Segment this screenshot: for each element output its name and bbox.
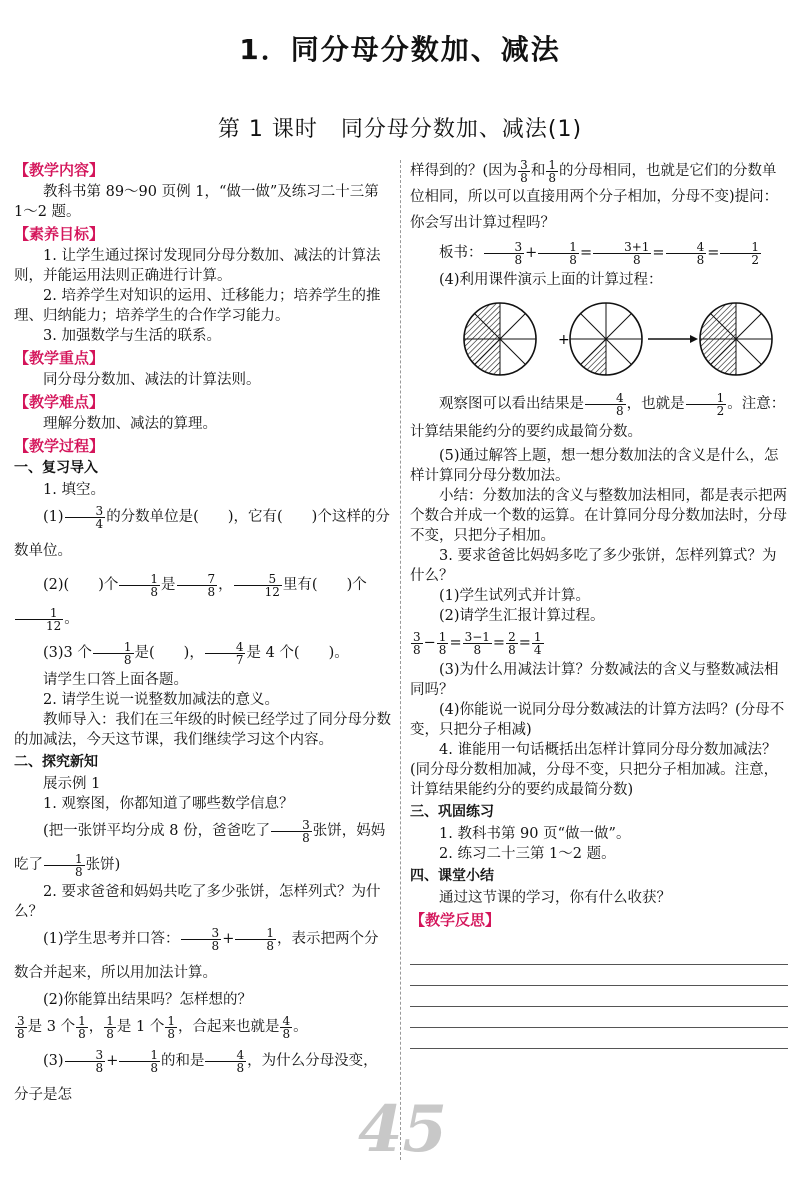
section-heading: 【教学内容】 [14, 161, 105, 179]
numerator: 3 [17, 1013, 25, 1028]
numerator: 1 [119, 1049, 160, 1062]
denominator: 8 [236, 1060, 245, 1075]
paragraph: 请学生口答上面各题。 [43, 672, 188, 688]
denominator: 8 [413, 642, 421, 657]
subsection-heading: 二、探究新知 [14, 754, 98, 770]
paragraph: (2)请学生汇报计算过程。 [439, 608, 605, 624]
writing-line [410, 1007, 788, 1028]
fraction [234, 573, 282, 598]
writing-line [410, 944, 788, 965]
fraction [119, 573, 160, 598]
denominator: 8 [95, 1060, 104, 1075]
denominator: 8 [150, 1060, 158, 1075]
denominator: 4 [95, 516, 104, 531]
denominator: 12 [264, 584, 280, 599]
fraction [119, 1049, 160, 1074]
numerator: 1 [538, 241, 579, 254]
fraction [235, 927, 276, 952]
numerator: 3 [271, 819, 312, 832]
right-column [410, 158, 788, 1049]
question-2: (2)( )个 $\frac{1}{8}$ 是 $\frac{7}{8}$ ， $\frac{5}{12}$ 里有( )个 $\frac{1}{12}$ 。 [14, 568, 392, 636]
pie-three-eighths [464, 303, 536, 375]
numerator: 7 [177, 573, 218, 586]
denominator: 8 [616, 403, 624, 418]
denominator: 4 [533, 642, 542, 657]
paragraph: 1. 让学生通过探讨发现同分母分数加、减法的计算法则，并能运用法则正确进行计算。 [14, 248, 381, 284]
denominator: 2 [751, 252, 760, 267]
pie-four-eighths [700, 303, 772, 375]
denominator: 8 [520, 170, 528, 185]
paragraph: $\frac{3}{8}$ 是 3 个 $\frac{1}{8}$ ， $\frac{1}{8}$ 是 1 个 $\frac{1}{8}$ ，合起来也就是 $\frac{4}{8}$ 。 [17, 1013, 308, 1041]
section-heading: 【教学重点】 [14, 349, 105, 367]
fraction [532, 631, 544, 656]
numerator: 1 [167, 1013, 175, 1028]
numerator: 3 [413, 629, 421, 644]
reflection-lines [410, 944, 788, 1049]
paragraph: 理解分数加、减法的算理。 [43, 416, 217, 432]
fraction [15, 1015, 27, 1040]
numerator: 2 [508, 629, 516, 644]
writing-line [410, 986, 788, 1007]
fraction [271, 819, 312, 844]
paragraph: 1. 填空。 [43, 482, 105, 498]
fraction [484, 241, 525, 266]
fraction [93, 641, 134, 666]
numerator: 1 [78, 1013, 86, 1028]
paragraph: 2. 练习二十三第 1～2 题。 [439, 846, 616, 862]
denominator: 12 [46, 618, 62, 633]
lesson-subtitle: 第 1 课时 同分母分数加、减法(1) [217, 117, 583, 142]
numerator: 1 [686, 392, 727, 405]
fraction [463, 631, 492, 656]
numerator: 3 [65, 1049, 106, 1062]
numerator: 1 [93, 641, 134, 654]
subsection-heading: 四、课堂小结 [410, 868, 494, 884]
paragraph: 观察图可以看出结果是 $\frac{4}{8}$ ，也就是 $\frac{1}{2}$ 。注意：计算结果能约分的要约成最简分数。 [410, 390, 786, 440]
numerator: 4 [205, 1049, 246, 1062]
denominator: 8 [266, 938, 274, 953]
fraction [666, 241, 707, 266]
numerator: 1 [533, 629, 542, 644]
fraction [538, 241, 579, 266]
fraction [177, 573, 218, 598]
fraction [181, 927, 222, 952]
denominator: 8 [302, 830, 310, 845]
paragraph: 1. 观察图，你都知道了哪些数学信息？ [43, 796, 294, 812]
pie-one-eighth [570, 303, 642, 375]
denominator: 2 [716, 403, 725, 418]
fraction [585, 392, 626, 417]
denominator: 8 [696, 252, 705, 267]
denominator: 8 [207, 584, 216, 599]
plus-sign: + [558, 332, 570, 348]
denominator: 8 [282, 1026, 291, 1041]
denominator: 8 [211, 938, 220, 953]
paragraph: (把一张饼平均分成 8 份，爸爸吃了 $\frac{3}{8}$ 张饼，妈妈吃了 $\frac{1}{8}$ 张饼) [14, 817, 386, 879]
fraction [165, 1015, 177, 1040]
numerator: 4 [205, 641, 246, 654]
denominator: 8 [514, 252, 523, 267]
question-3: (3)3 个 $\frac{1}{8}$ 是( )， $\frac{4}{7}$ 是 4 个( )。 [43, 639, 349, 667]
denominator: 8 [75, 864, 83, 879]
paragraph: (5)通过解答上题，想一想分数加法的含义是什么，怎样计算同分母分数加法。 [410, 448, 779, 484]
denominator: 8 [632, 252, 641, 267]
paragraph: 1. 教科书第 90 页“做一做”。 [439, 826, 631, 842]
paragraph: 教师导入：我们在三年级的时候已经学过了同分母分数的加减法，今天这节课，我们继续学习这个内容。 [14, 712, 391, 748]
paragraph: (2)你能算出结果吗？怎样想的？ [43, 992, 253, 1008]
numerator: 1 [438, 629, 447, 644]
fraction [686, 392, 727, 417]
fraction [205, 1049, 246, 1074]
denominator: 8 [78, 1026, 86, 1041]
denominator: 8 [508, 642, 516, 657]
numerator: 1 [548, 157, 556, 172]
paragraph: (1)学生思考并口答： $\frac{3}{8}$ + $\frac{1}{8}$ ，表示把两个分数合并起来，所以用加法计算。 [14, 925, 379, 981]
fraction [65, 1049, 106, 1074]
pie-diagram [410, 294, 788, 384]
paragraph: 3. 加强数学与生活的联系。 [43, 328, 221, 344]
subtraction-equation: $\frac{3}{8}$ − $\frac{1}{8}$ = $\frac{3-1}{8}$ = $\frac{2}{8}$ = $\frac{1}{4}$ [413, 629, 542, 657]
numerator: 1 [119, 573, 160, 586]
paragraph: 样得到的？(因为 $\frac{3}{8}$ 和 $\frac{1}{8}$ 的分母相同，也就是它们的分数单位相同，所以可以直接用两个分子相加，分母不变)提问：你会写出计算过程吗？ [410, 157, 779, 231]
denominator: 8 [106, 1026, 114, 1041]
fraction [104, 1015, 116, 1040]
paragraph: 2. 请学生说一说整数加减法的意义。 [43, 692, 279, 708]
page-number: 45 [358, 1092, 448, 1167]
numerator: 1 [235, 927, 276, 940]
denominator: 8 [167, 1026, 175, 1041]
section-heading: 【素养目标】 [14, 225, 105, 243]
fraction [15, 607, 63, 632]
denominator: 8 [569, 252, 577, 267]
question-1: (1) $\frac{3}{4}$ 的分数单位是( )，它有( )个这样的分数单位。 [14, 503, 390, 559]
numerator: 4 [282, 1013, 291, 1028]
fraction [65, 505, 106, 530]
fraction [506, 631, 518, 656]
left-column [14, 158, 392, 1112]
paragraph: 小结：分数加法的含义与整数加法相同，都是表示把两个数合并成一个数的运算。在计算同分母分数加法时，分母不变，只把分子相加。 [410, 488, 787, 544]
column-divider [400, 160, 402, 1160]
section-heading: 【教学过程】 [14, 437, 105, 455]
board-equation: 板书： $\frac{3}{8}$ + $\frac{1}{8}$ = $\frac{3+1}{8}$ = $\frac{4}{8}$ = $\frac{1}{2}$ [439, 239, 760, 267]
denominator: 8 [473, 642, 482, 657]
denominator: 8 [548, 170, 556, 185]
denominator: 7 [235, 652, 244, 667]
paragraph: 通过这节课的学习，你有什么收获？ [439, 890, 671, 906]
writing-line [410, 965, 788, 986]
paragraph: 2. 培养学生对知识的运用、迁移能力；培养学生的推理、归纳能力；培养学生的合作学习能力。 [14, 288, 381, 324]
fraction [437, 631, 449, 656]
paragraph: 3. 要求爸爸比妈妈多吃了多少张饼，怎样列算式？为什么？ [410, 548, 777, 584]
numerator: 1 [106, 1013, 114, 1028]
fraction [44, 853, 85, 878]
subsection-heading: 三、巩固练习 [410, 804, 494, 820]
numerator: 1 [15, 607, 63, 620]
numerator: 1 [720, 241, 761, 254]
denominator: 8 [17, 1026, 25, 1041]
section-heading: 【教学反思】 [410, 911, 501, 929]
paragraph: 4. 谁能用一句话概括出怎样计算同分母分数加减法？(同分母分数相加减，分母不变，只把分子相加减。注意，计算结果能约分的要约成最简分数) [410, 742, 779, 798]
writing-line [410, 1028, 788, 1049]
fraction [720, 241, 761, 266]
paragraph: (3)为什么用减法计算？分数减法的含义与整数减法相同吗？ [410, 662, 779, 698]
pie-illustration [410, 294, 788, 384]
section-heading: 【教学难点】 [14, 393, 105, 411]
fraction [205, 641, 246, 666]
paragraph: 同分母分数加、减法的计算法则。 [43, 372, 261, 388]
paragraph: (4)你能说一说同分母分数减法的计算方法吗？(分母不变，只把分子相减) [410, 702, 785, 738]
fraction [76, 1015, 88, 1040]
numerator: 3 [181, 927, 222, 940]
paragraph: (3) $\frac{3}{8}$ + $\frac{1}{8}$ 的和是 $\frac{4}{8}$ ，为什么分母没变，分子是怎 [14, 1047, 378, 1103]
paragraph: 2. 要求爸爸和妈妈共吃了多少张饼，怎样列式？为什么？ [14, 884, 381, 920]
fraction [411, 631, 423, 656]
numerator: 4 [585, 392, 626, 405]
fraction [280, 1015, 292, 1040]
paragraph: (4)利用课件演示上面的计算过程： [439, 272, 663, 288]
paragraph: (1)学生试列式并计算。 [439, 588, 591, 604]
fraction [593, 241, 651, 266]
numerator: 3 [520, 157, 528, 172]
numerator: 3−1 [464, 629, 490, 644]
paragraph: 教科书第 89～90 页例 1，“做一做”及练习二十三第 1～2 题。 [14, 184, 379, 220]
arrow-icon [648, 335, 698, 343]
denominator: 8 [150, 584, 158, 599]
denominator: 8 [123, 652, 132, 667]
numerator: 1 [44, 853, 85, 866]
numerator: 3+1 [593, 241, 651, 254]
numerator: 5 [234, 573, 282, 586]
denominator: 8 [438, 642, 447, 657]
numerator: 4 [666, 241, 707, 254]
numerator: 3 [484, 241, 525, 254]
fraction [546, 159, 558, 184]
numerator: 3 [65, 505, 106, 518]
subsection-heading: 一、复习导入 [14, 460, 98, 476]
fraction [518, 159, 530, 184]
page-title: 1．同分母分数加、减法 [239, 33, 561, 66]
paragraph: 展示例 1 [43, 776, 101, 792]
